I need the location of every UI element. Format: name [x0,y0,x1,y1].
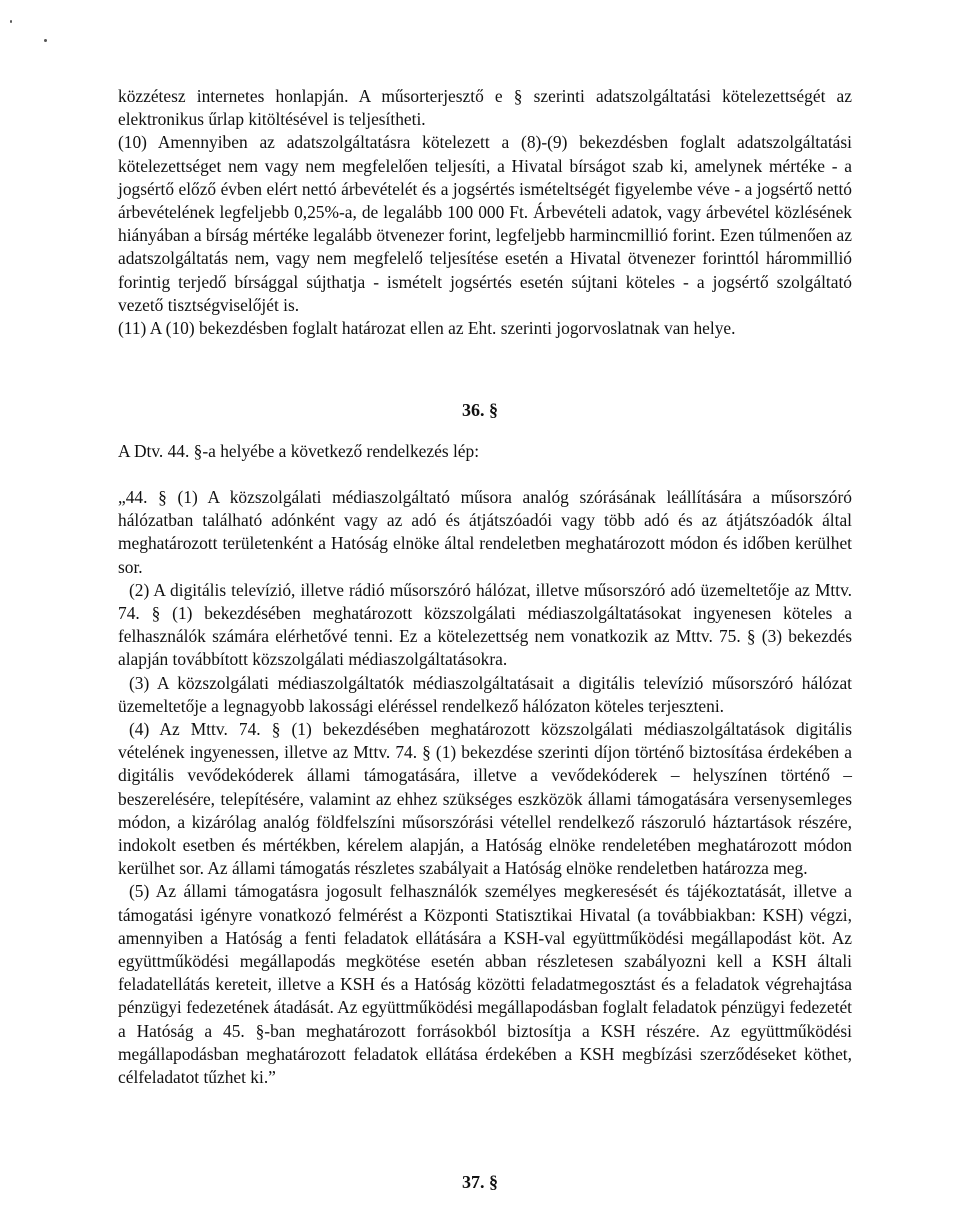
paragraph-4: (4) Az Mttv. 74. § (1) bekezdésében meghatározott közszolgálati médiaszolgáltatások digitális vételének ingyenessen, illetve az Mttv. 74. § (1) bekezdése szerinti díjon történő biztosítása érdekében a digitális vevődekóderek állami támogatására, illetve a vevődekóderek – helyszínen történő – beszerelésére, telepítésére, valamint az ehhez szükséges eszközök állami támogatására versenysemleges módon, a kizárólag analóg földfelszíni műsorszórási vétellel rendelkező rászoruló háztartások részére, indokolt esetben és mértékben, kérelem alapján, a Hatóság elnöke rendeletében meghatározott módon kerülhet sor. Az állami támogatás részletes szabályait a Hatóság elnöke rendeletben határozza meg. [118,719,852,879]
paragraph-1: „44. § (1) A közszolgálati médiaszolgáltató műsora analóg szórásának leállítására a műsorszóró hálózatban található adónként vagy az adó és átjátszóadói vagy több adó és az átjátszóadók által meghatározott területenként a Hatóság elnöke által rendeletben meghatározott módon és időben kerülhet sor. [118,487,852,577]
scan-speck [44,39,47,42]
section-heading-36: 36. § [462,400,498,420]
paragraph-3: (3) A közszolgálati médiaszolgáltatók médiaszolgáltatásait a digitális televízió műsorszóró hálózat üzemeltetője a legnagyobb lakossági eléréssel rendelkező hálózaton köteles terjeszteni. [118,672,852,716]
paragraph-2: (2) A digitális televízió, illetve rádió műsorszóró hálózat, illetve műsorszóró adó üzemeltetője az Mttv. 74. § (1) bekezdésében meghatározott közszolgálati médiaszolgáltatásokat ingyenesen köteles a felhasználók számára elérhetővé tenni. Ez a kötelezettség nem vonatkozik az Mttv. 75. § (3) bekezdés alapján továbbított közszolgálati médiaszolgáltatásokra. [118,579,852,670]
paragraph: közzétesz internetes honlapján. A műsorterjesztő e § szerinti adatszolgáltatási kötelezettségét az elektronikus űrlap kitöltésével is teljesítheti. [118,86,852,130]
scan-speck [10,20,12,23]
section-36-body [118,486,852,1089]
paragraph-5: (5) Az állami támogatásra jogosult felhasználók személyes megkeresését és tájékoztatását, illetve a támogatási igényre vonatkozó felmérést a Központi Statisztikai Hivatal (a továbbiakban: KSH) végzi, amennyiben a Hatóság a fenti feladatok ellátására a KSH-val együttműködési megállapodást köt. Az együttműködési megállapodás megkötése esetén abban részletesen szabályozni kell a KSH általi feladatellátás kereteit, illetve a KSH és a Hatóság közötti feladatmegosztást és a feladatok végrehajtása pénzügyi fedezetének átadását. Az együttműködési megállapodásban foglalt feladatok pénzügyi fedezetét a Hatóság a 45. §-ban meghatározott forrásokból biztosítja a KSH részére. Az együttműködési megállapodásban meghatározott feladatok ellátása érdekében a KSH megbízási szerződéseket köthet, célfeladatot tűzhet ki.” [118,881,852,1088]
paragraph-11: (11) A (10) bekezdésben foglalt határozat ellen az Eht. szerinti jogorvoslatnak van helye. [118,318,736,339]
section-heading-37: 37. § [462,1172,498,1192]
section-intro: A Dtv. 44. §-a helyébe a következő rendelkezés lép: [118,441,480,461]
paragraph-10: (10) Amennyiben az adatszolgáltatásra kötelezett a (8)-(9) bekezdésben foglalt adatszolgáltatási kötelezettséget nem vagy nem megfelelően teljesíti, a Hivatal bírságot szab ki, amelynek mértéke - a jogsértő előző évben elért nettó árbevételét és a jogsértés ismételtségét figyelembe véve - a jogsértő nettó árbevételének legfeljebb 0,25%-a, de legalább 100 000 Ft. Árbevételi adatok, vagy árbevétel közlésének hiányában a bírság mértéke legalább ötvenezer forint, legfeljebb harmincmillió forint. Ezen túlmenően az adatszolgáltatás nem, vagy nem megfelelő teljesítése esetén a Hivatal ötvenezer forinttól hárommillió forintig terjedő bírsággal sújthatja - ismételt jogsértés esetén sújtani köteles - a jogsértő szolgáltató vezető tisztségviselőjét is. [118,132,852,315]
top-block [118,85,852,340]
